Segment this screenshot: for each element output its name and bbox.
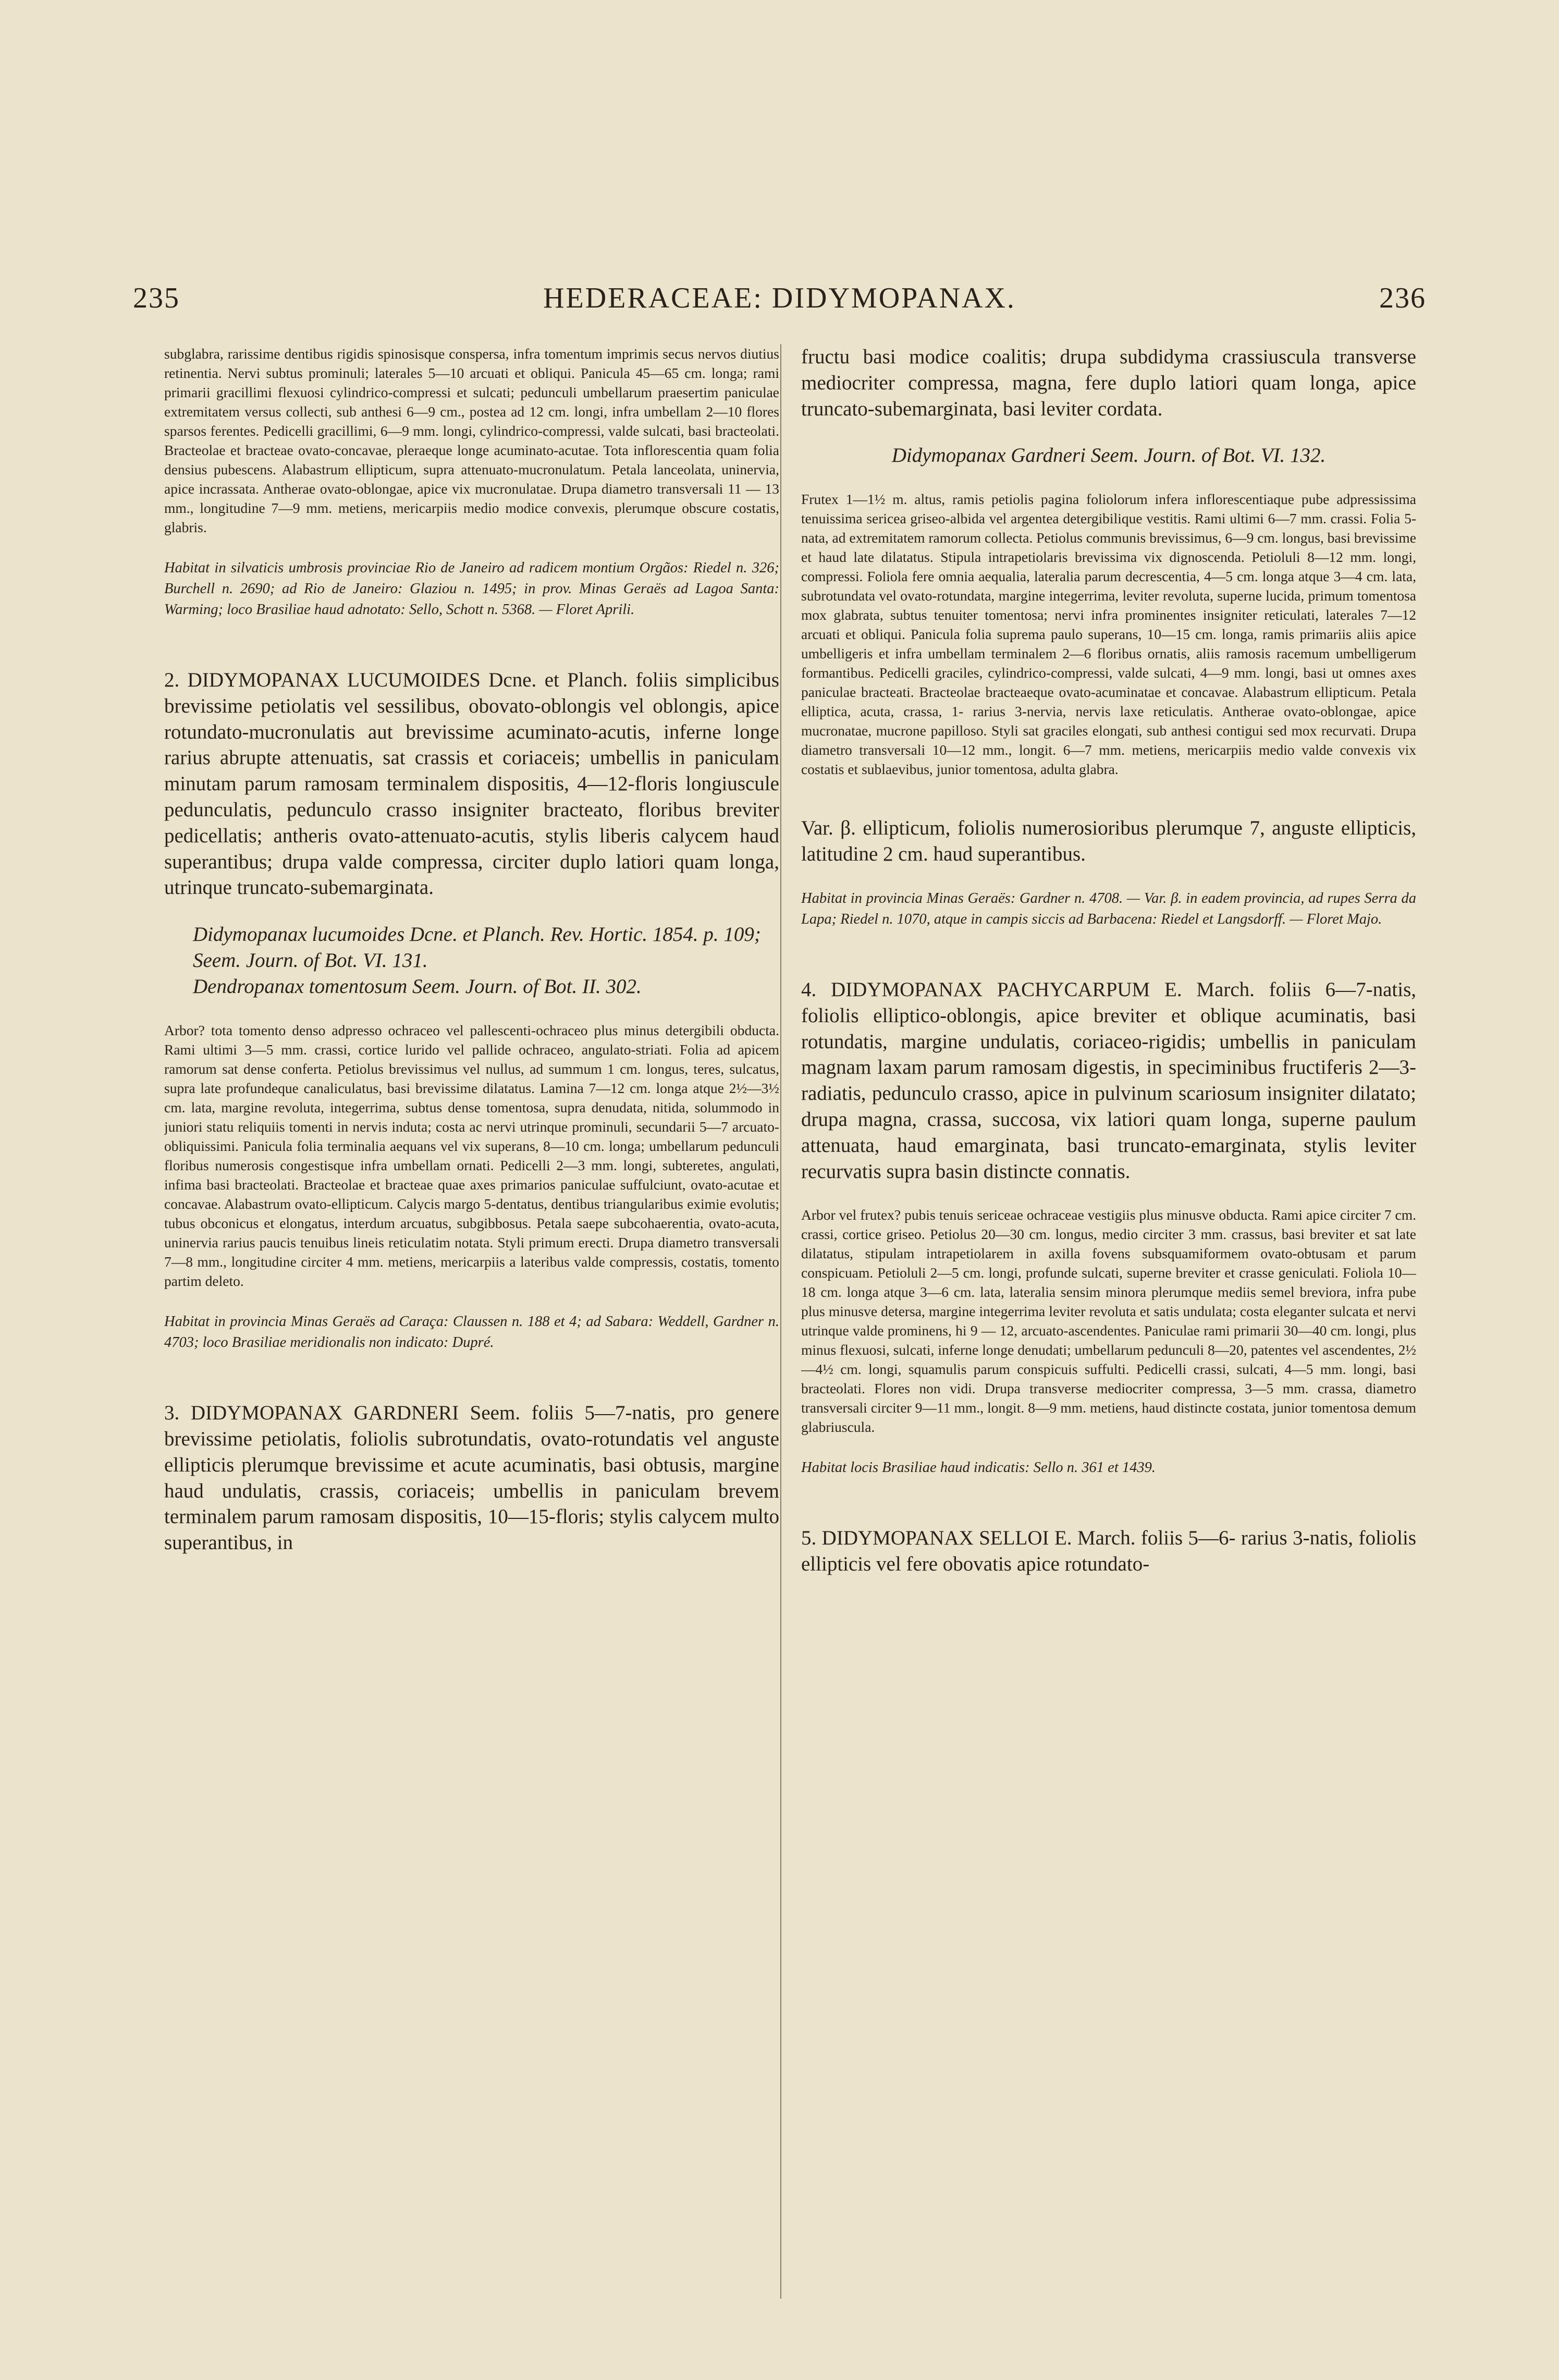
species-diagnosis: 2. DIDYMOPANAX LUCUMOIDES Dcne. et Planch. foliis simplicibus brevissime petiolatis vel sessilibus, obovato-oblongis vel oblongis, apice rotundato-mucronulatis aut brevissime acuminato-acutis, inferne longe rarius abrupte attenuatis, sat crassis et coriaceis; umbellis in paniculam minutam parum ramosam terminalem dispositis, 4—12-floris longiuscule pedunculatis, pedunculo crasso insigniter bracteato, floribus breviter pedicellatis; antheris ovato-attenuato-acutis, stylis liberis calycem haud superantibus; drupa valde compressa, circiter duplo latiori quam longa, utrinque truncato-subemarginata. [164,669,779,899]
habitat-paragraph: Habitat in provincia Minas Geraës: Gardner n. 4708. — Var. β. in eadem provincia, ad rupes Serra da Lapa; Riedel n. 1070, atque in campis siccis ad Barbacena: Riedel et Langsdorff. — Floret Majo. [801,890,1416,927]
habitat-paragraph: Habitat locis Brasiliae haud indicatis: Sello n. 361 et 1439. [801,1459,1156,1476]
habitat-paragraph: Habitat in silvaticis umbrosis provinciae Rio de Janeiro ad radicem montium Orgãos: Riedel n. 326; Burchell n. 2690; ad Rio de Janeiro: Glaziou n. 1495; in prov. Minas Geraës ad Lagoa Santa: Warming; loco Brasiliae haud adnotato: Sello, Schott n. 5368. — Floret Aprili. [164,560,779,618]
right-column [801,344,1416,2304]
description-paragraph: subglabra, rarissime dentibus rigidis spinosisque conspersa, infra tomentum imprimis secus nervos diutius retinentia. Nervi subtus prominuli; laterales 5—10 arcuati et obliqui. Panicula 45—65 cm. longa; rami primarii gracillimi flexuosi cylindrico-compressi et sulcati; pedunculi umbellarum praesertim paniculae extremitatem versus collecti, sub anthesi 6—9 cm., postea ad 12 cm. longi, infra umbellam 2—10 flores sparsos ferentes. Pedicelli gracillimi, 6—9 mm. longi, cylindrico-compressi, valde sulcati, basi bracteolati. Bracteolae et bracteae ovato-concavae, pleraeque longe acuminato-acutae. Tota inflorescentia quam folia densius pubescens. Alabastrum ellipticum, supra attenuato-mucronulatum. Petala lanceolata, uninervia, apice incrassata. Antherae ovato-oblongae, apice vix mucronulatae. Drupa diametro transversali 11 — 13 mm., longitudine 7—9 mm. metiens, mericarpiis medio modice convexis, plerumque obscure costatis, glabris. [164,346,779,535]
description-paragraph: Arbor vel frutex? pubis tenuis sericeae ochraceae vestigiis plus minusve obducta. Rami apice circiter 7 cm. crassi, cortice griseo. Petiolus 20—30 cm. longus, medio circiter 3 mm. crassus, basi breviter et sat late dilatatus, stipulam intrapetiolarem in axilla fovens subsquamiformem ovato-obtusam et parum conspicuam. Petioluli 2—5 cm. longi, profunde sulcati, superne breviter et crasse geniculati. Foliola 10—18 cm. longa atque 3—6 cm. lata, lateralia sensim minora plerumque mediis semel breviora, infra pube plus minusve detersa, margine integerrima leviter revoluta et satis undulata; costa eleganter sulcata et nervi utrinque valde prominens, hi 9 — 12, arcuato-ascendentes. Paniculae rami primarii 30—40 cm. longi, plus minus flexuosi, sulcati, inferne longe denudati; umbellarum pedunculi 8—20, patentes vel ascendentes, 2½—4½ cm. longi, squamulis parum conspicuis suffulti. Pedicelli crassi, sulcati, 4—5 mm. longi, basi bracteolati. Flores non vidi. Drupa transverse mediocriter compressa, 3—5 mm. crassa, diametro transversali circiter 9—11 mm., longit. 8—9 mm. metiens, haud distincte costata, junior tomentosa demum glabriuscula. [801,1207,1416,1436]
species-diagnosis: 5. DIDYMOPANAX SELLOI E. March. foliis 5—6- rarius 3-natis, foliolis ellipticis vel fere obovatis apice rotundato- [801,1527,1416,1576]
right-page-number: 236 [1379,282,1426,314]
synonym-reference: Didymopanax Gardneri Seem. Journ. of Bot. VI. 132. [891,444,1326,467]
description-paragraph: Arbor? tota tomento denso adpresso ochraceo vel pallescenti-ochraceo plus minus detergibili obducta. Rami ultimi 3—5 mm. crassi, cortice lurido vel pallide ochraceo, angulato-striati. Folia ad apicem ramorum sat dense conferta. Petiolus brevissimus vel nullus, ad summum 1 cm. longus, teres, sulcatus, supra late profundeque canaliculatus, basi brevissime dilatatus. Lamina 7—12 cm. longa atque 2½—3½ cm. lata, margine revoluta, integerrima, subtus dense tomentosa, supra denudata, nitida, solummodo in juniori statu reliquiis tomenti in nervis induta; costa ac nervi utrinque prominuli, secundarii 5—7 arcuato-obliquissimi. Panicula folia terminalia aequans vel vix superans, 8—10 cm. longa; umbellarum pedunculi floribus numerosis congestisque infra umbellam ornati. Pedicelli 2—3 mm. longi, subteretes, angulati, infima basi bracteolati. Bracteolae et bracteae quae axes primarios paniculae suffulciunt, ovato-acutae et concavae. Alabastrum ovato-ellipticum. Calycis margo 5-dentatus, dentibus triangularibus eximie evolutis; tubus obconicus et elongatus, interdum arcuatus, subgibbosus. Petala saepe subcohaerentia, ovato-acuta, uninervia rarius paucis tenuibus lineis reticulatim notata. Styli primum erecti. Drupa diametro transversali 7—8 mm., longitudine circiter 4 mm. metiens, mericarpiis a lateribus valde compressis, costatis, tomento partim deleto. [164,1022,779,1290]
species-diagnosis: 4. DIDYMOPANAX PACHYCARPUM E. March. foliis 6—7-natis, foliolis elliptico-oblongis, apice breviter et oblique acuminatis, basi rotundatis, margine undulatis, coriaceo-rigidis; umbellis in paniculam magnam laxam parum ramosam digestis, in speciminibus fructiferis 2—3-radiatis, pedunculo crasso, apice in pulvinum scariosum insigniter dilatato; drupa magna, crassa, succosa, vix latiori quam longa, superne paulum attenuata, haud emarginata, basi truncato-emarginata, stylis leviter recurvatis supra basin distincte connatis. [801,978,1416,1183]
habitat-paragraph: Habitat in provincia Minas Geraës ad Caraça: Claussen n. 188 et 4; ad Sabara: Weddell, Gardner n. 4703; loco Brasiliae meridionalis non indicato: Dupré. [164,1314,779,1351]
running-title: HEDERACEAE: DIDYMOPANAX. [543,282,1016,314]
left-column [164,344,779,2304]
variety-paragraph: Var. β. ellipticum, foliolis numerosioribus plerumque 7, anguste ellipticis, latitudine 2 cm. haud superantibus. [801,817,1416,866]
description-paragraph: Frutex 1—1½ m. altus, ramis petiolis pagina foliolorum infera inflorescentiaque pube adpressissima tenuissima sericea griseo-albida vel argentea detergibilique vestitis. Rami ultimi 6—7 mm. crassi. Folia 5-nata, ad extremitatem ramorum collecta. Petiolus communis brevissimus, 6—9 cm. longus, basi brevissime et haud late dilatatus. Stipula intrapetiolaris brevissima vix dignoscenda. Petioluli 8—12 mm. longi, compressi. Foliola fere omnia aequalia, lateralia parum decrescentia, 4—5 cm. longa atque 3—4 cm. lata, subrotundata vel ovato-rotundata, margine integerrima, leviter revoluta, superne lucida, primum tomentosa mox glabrata, subtus tenuiter tomentosa; nervi infra prominentes insigniter reticulati, laterales 7—12 arcuati et obliqui. Panicula folia suprema paulo superans, 10—15 cm. longa, ramis primariis aliis apice umbelligeris et infra umbellam terminalem 2—6 floribus ornatis, aliis ramosis racemum umbelligerum formantibus. Pedicelli graciles, cylindrico-compressi, valde sulcati, 4—9 mm. longi, basi ut omnes axes paniculae bracteati. Bracteolae bracteaeque ovato-acuminatae et concavae. Alabastrum ellipticum. Petala elliptica, acuta, crassa, 1- rarius 3-nervia, nervis laxe reticulatis. Antherae ovato-oblongae, apice mucronatae, mucrone papilloso. Styli sat graciles elongati, sub anthesi contigui sed mox recurvati. Drupa diametro transversali 10—12 mm., longit. 6—7 mm. metiens, mericarpiis medio valde convexis vix costatis et sublaevibus, junior tomentosa, adulta glabra. [801,491,1416,778]
synonym-reference: Didymopanax lucumoides Dcne. et Planch. Rev. Hortic. 1854. p. 109; Seem. Journ. of Bot. VI. 131. [193,923,761,972]
column-divider [780,344,781,2299]
species-diagnosis-continued: fructu basi modice coalitis; drupa subdidyma crassiuscula transverse mediocriter compressa, magna, fere duplo latiori quam longa, apice truncato-subemarginata, basi leviter cordata. [801,346,1416,420]
synonym-reference: Dendropanax tomentosum Seem. Journ. of Bot. II. 302. [193,975,642,998]
left-page-number: 235 [133,282,180,314]
species-diagnosis: 3. DIDYMOPANAX GARDNERI Seem. foliis 5—7-natis, pro genere brevissime petiolatis, foliolis subrotundatis, ovato-rotundatis vel anguste ellipticis plerumque brevissime et acute acuminatis, basi obtusis, margine haud undulatis, crassis, coriaceis; umbellis in paniculam brevem terminalem parum ramosam dispositis, 10—15-floris; stylis calycem multo superantibus, in [164,1402,779,1554]
page-header [133,281,1426,323]
